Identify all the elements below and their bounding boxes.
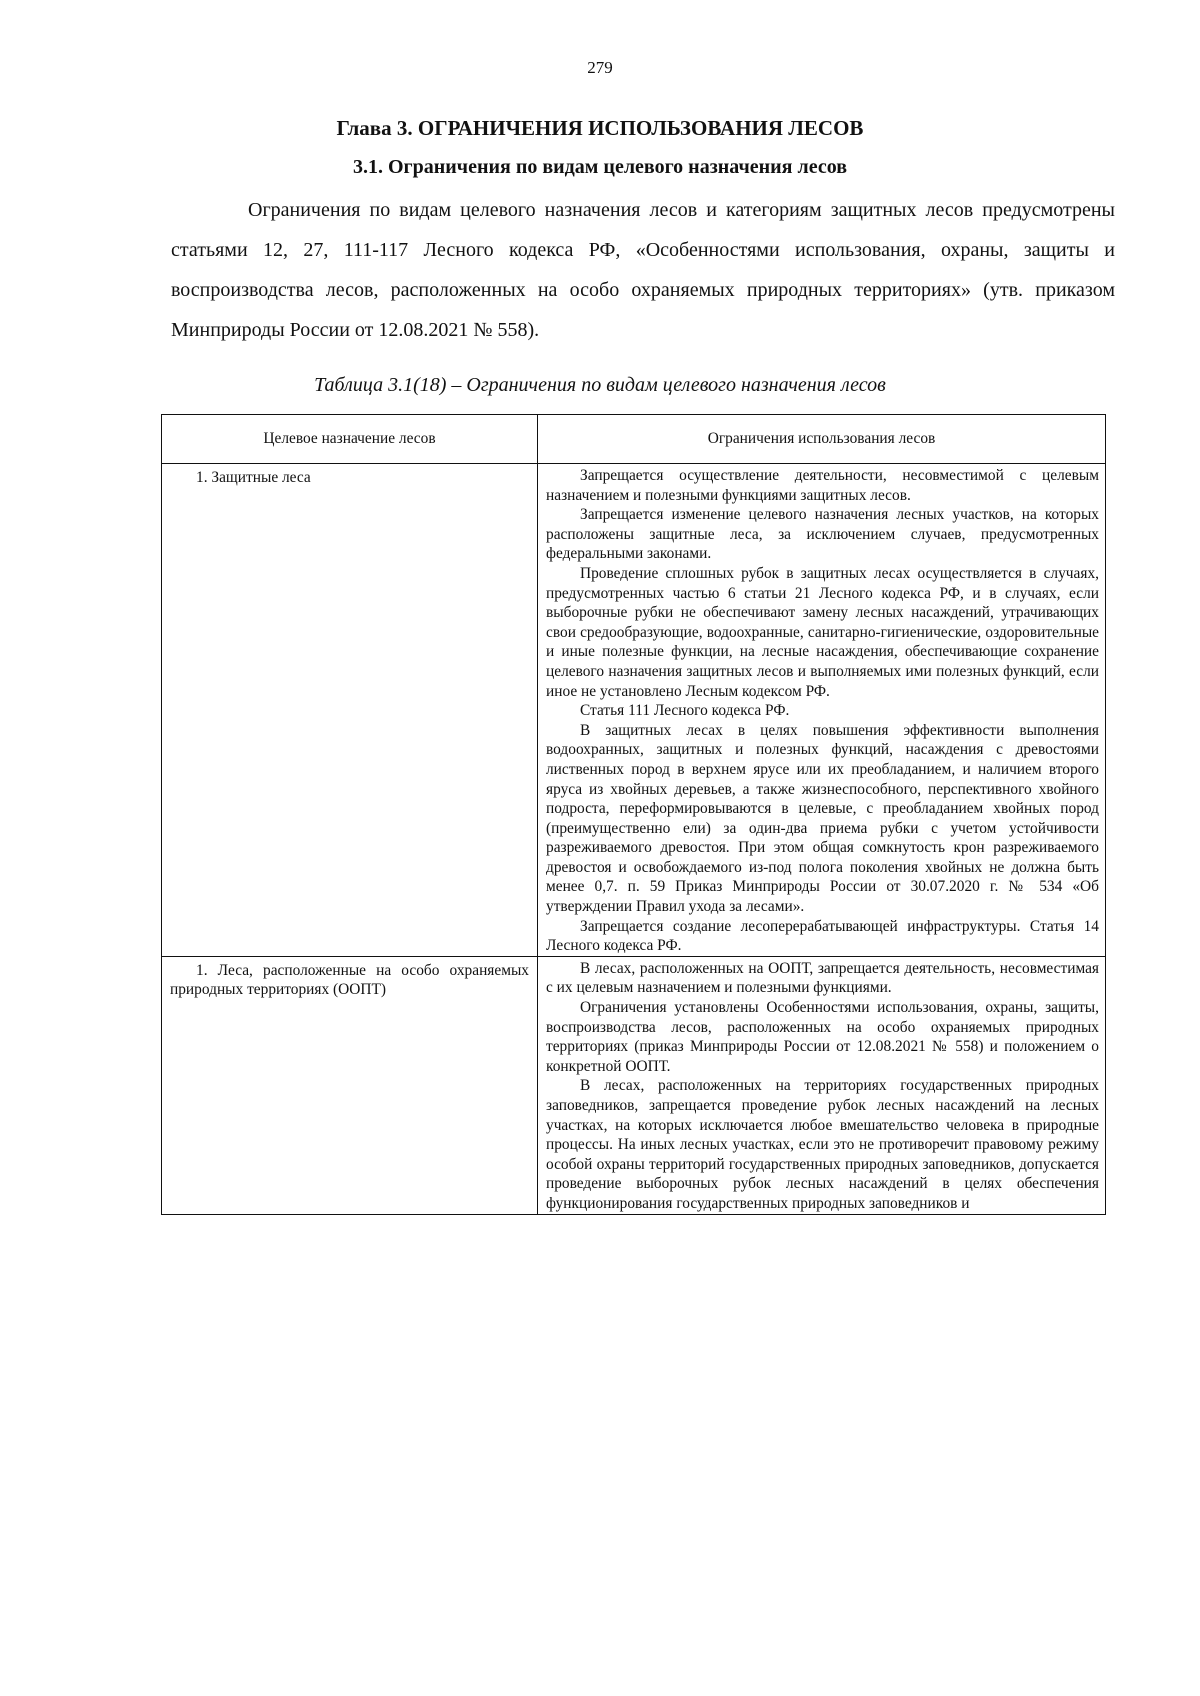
header-restrictions: Ограничения использования лесов	[538, 415, 1106, 464]
purpose-cell	[162, 464, 538, 957]
restriction-paragraph: В лесах, расположенных на ООПТ, запрещается деятельность, несовместимая с их целевым назначением и полезными функциями.	[546, 959, 1099, 997]
restriction-paragraph: Проведение сплошных рубок в защитных лесах осуществляется в случаях, предусмотренных частью 6 статьи 21 Лесного кодекса РФ, и в случаях, если выборочные рубки не обеспечивают замену лесных насаждений, утрачивающих свои средообразующие, водоохранные, санитарно-гигиенические, оздоровительные и иные полезные функции, на лесные насаждения, обеспечивающие сохранение целевого назначения защитных лесов и выполняемых ими полезных функций, если иное не установлено Лесным кодексом РФ.	[546, 564, 1099, 700]
section-title: 3.1. Ограничения по видам целевого назначения лесов	[353, 156, 847, 178]
restriction-paragraph: Ограничения установлены Особенностями использования, охраны, защиты, воспроизводства лесов, расположенных на особо охраняемых природных территориях (приказ Минприроды России от 12.08.2021 № 558) и положением о конкретной ООПТ.	[546, 999, 1099, 1075]
intro-paragraph: Ограничения по видам целевого назначения лесов и категориям защитных лесов предусмотрены статьями 12, 27, 111-117 Лесного кодекса РФ, «Особенностями использования, охраны, защиты и воспроизводства лесов, расположенных на особо охраняемых природных территориях» (утв. приказом Минприроды России от 12.08.2021 № 558).	[171, 199, 1115, 341]
restrictions-cell	[538, 464, 1106, 957]
restrictions-table	[161, 414, 1106, 1215]
restriction-paragraph: Статья 111 Лесного кодекса РФ.	[580, 702, 790, 720]
restrictions-cell	[538, 956, 1106, 1214]
page-number: 279	[587, 58, 613, 77]
restriction-paragraph: В лесах, расположенных на территориях государственных природных заповедников, запрещается проведение рубок лесных насаждений на лесных участках, на которых исключается любое вмешательство человека в природные процессы. На иных лесных участках, если это не противоречит правовому режиму особой охраны территорий государственных природных заповедников, допускается проведение выборочных рубок лесных насаждений в целях обеспечения функционирования государственных природных заповедников и	[546, 1077, 1099, 1212]
restriction-paragraph: В защитных лесах в целях повышения эффективности выполнения водоохранных, защитных и полезных функций, насаждения с древостоями лиственных пород в верхнем ярусе или их преобладанием, и наличием второго яруса из хвойных деревьев, а также жизнеспособного, перспективного хвойного подроста, переформировываются в целевые, с преобладанием хвойных пород (преимущественно ели) за один-два приема рубки с учетом устойчивости разреживаемого древостоя. При этом общая сомкнутость крон разреживаемого древостоя и освобождаемого из-под полога поколения хвойных не должна быть менее 0,7. п. 59 Приказ Минприроды России от 30.07.2020 г. № 534 «Об утверждении Правил ухода за лесами».	[546, 721, 1099, 916]
table-header-row	[162, 415, 1106, 464]
purpose-text: 1. Защитные леса	[196, 469, 311, 486]
table-row-oopt-forests	[162, 956, 1106, 1214]
restriction-paragraph: Запрещается изменение целевого назначения лесных участков, на которых расположены защитные леса, за исключением случаев, предусмотренных федеральными законами.	[546, 506, 1099, 563]
purpose-cell	[162, 956, 538, 1214]
table-caption: Таблица 3.1(18) – Ограничения по видам целевого назначения лесов	[314, 374, 886, 396]
header-purpose: Целевое назначение лесов	[162, 415, 538, 464]
chapter-title: Глава 3. ОГРАНИЧЕНИЯ ИСПОЛЬЗОВАНИЯ ЛЕСОВ	[336, 116, 864, 140]
restriction-paragraph: Запрещается осуществление деятельности, несовместимой с целевым назначением и полезными функциями защитных лесов.	[546, 467, 1099, 504]
restriction-paragraph: Запрещается создание лесоперерабатывающей инфраструктуры. Статья 14 Лесного кодекса РФ.	[546, 917, 1099, 955]
purpose-text: 1. Леса, расположенные на особо охраняемых природных территориях (ООПТ)	[170, 961, 529, 999]
table-row-protective-forests	[162, 464, 1106, 957]
